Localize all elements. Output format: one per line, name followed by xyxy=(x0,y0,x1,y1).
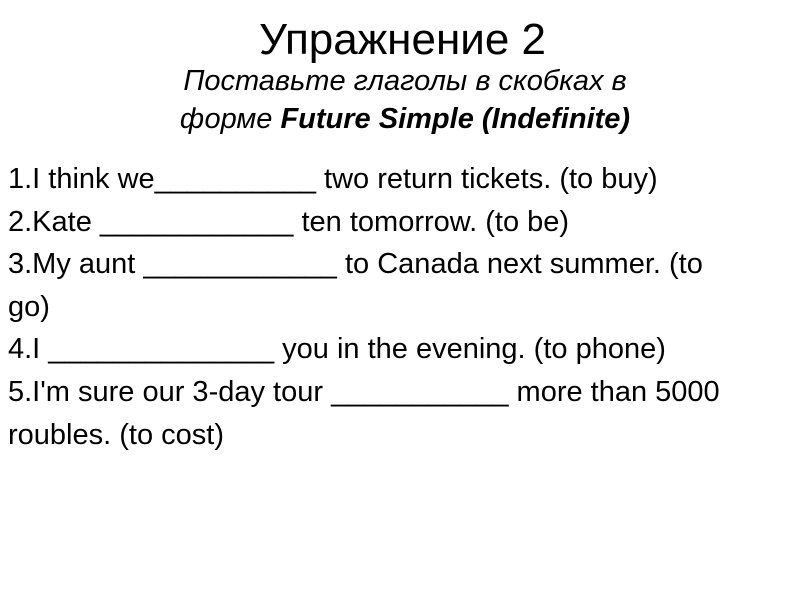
exercise-item-5: 5.I'm sure our 3-day tour ___________ more than 5000 roubles. (to cost) xyxy=(8,375,720,451)
instruction-line-1: Поставьте глаголы в скобках в xyxy=(183,65,627,97)
exercise-item-4: 4.I ______________ you in the evening. (to phone) xyxy=(8,333,666,366)
instruction-prefix: форме xyxy=(179,103,281,135)
exercise-item-3: 3.My aunt ____________ to Canada next summer. (to go) xyxy=(8,248,703,323)
exercise-list xyxy=(8,158,738,456)
exercise-item-2: 2.Kate ____________ ten tomorrow. (to be) xyxy=(8,205,570,238)
instruction-text xyxy=(40,62,740,138)
tense-name: Future Simple (Indefinite) xyxy=(280,103,631,135)
exercise-item-1: 1.I think we__________ two return tickets. (to buy) xyxy=(8,163,658,195)
instruction-line-2 xyxy=(70,100,740,138)
exercise-title: Упражнение 2 xyxy=(259,15,546,64)
